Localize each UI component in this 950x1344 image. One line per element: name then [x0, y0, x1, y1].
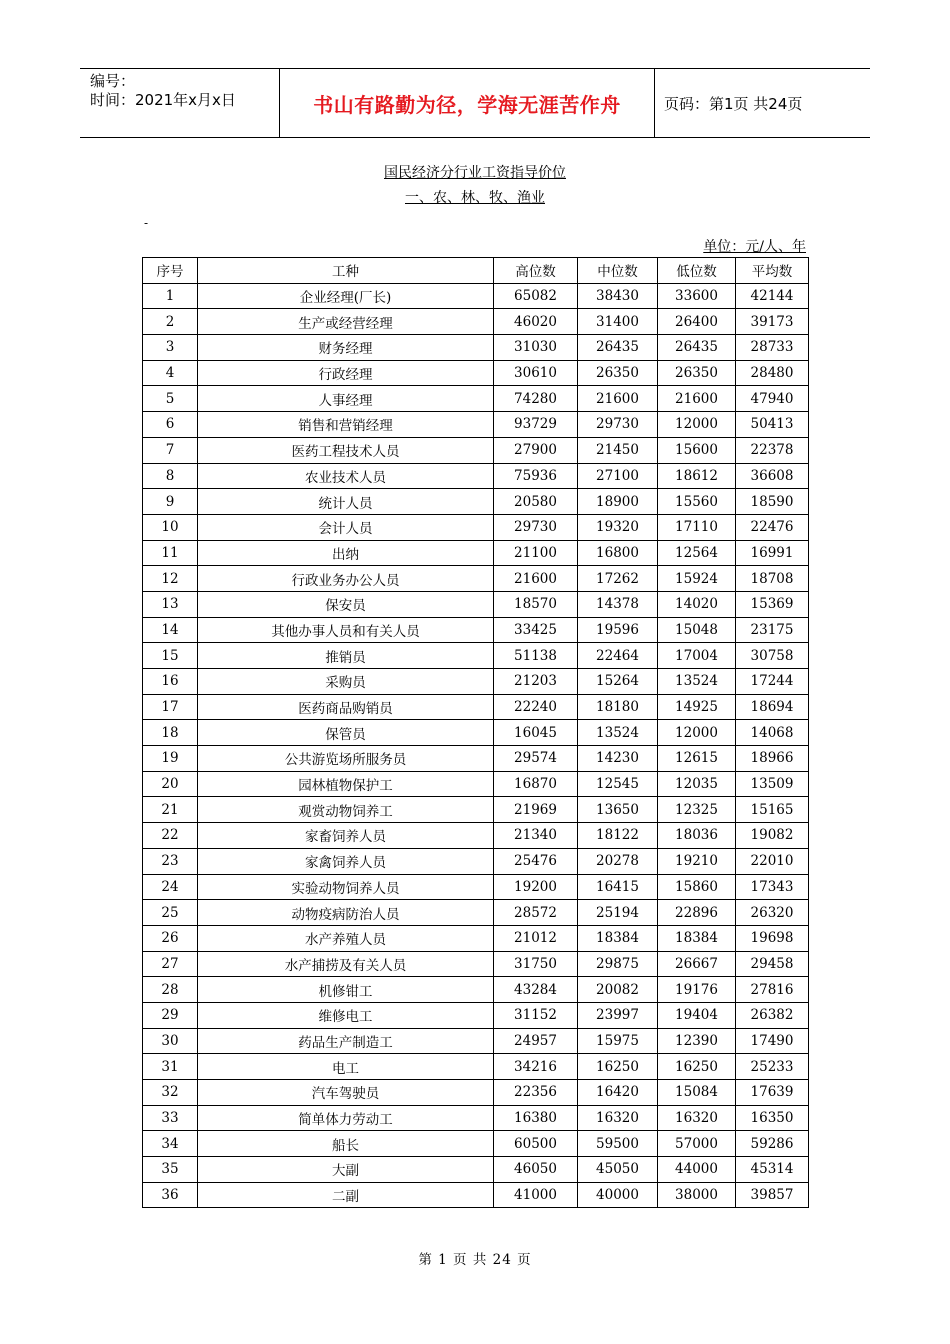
col-header-index: 序号	[143, 258, 198, 284]
cell-index: 11	[143, 540, 198, 566]
cell-average: 42144	[736, 283, 809, 309]
cell-job: 其他办事人员和有关人员	[198, 617, 494, 643]
cell-high: 21340	[494, 823, 578, 849]
cell-job: 二副	[198, 1182, 494, 1208]
cell-job: 医药工程技术人员	[198, 437, 494, 463]
cell-job: 采购员	[198, 669, 494, 695]
cell-average: 30758	[736, 643, 809, 669]
cell-index: 33	[143, 1105, 198, 1131]
col-header-job: 工种	[198, 258, 494, 284]
cell-median: 21450	[578, 437, 658, 463]
cell-median: 14230	[578, 746, 658, 772]
cell-index: 25	[143, 900, 198, 926]
cell-job: 实验动物饲养人员	[198, 874, 494, 900]
cell-job: 销售和营销经理	[198, 412, 494, 438]
cell-job: 保管员	[198, 720, 494, 746]
header-meta	[80, 69, 280, 137]
table-row	[143, 1157, 809, 1183]
unit-label: 单位：元/人、年	[703, 239, 806, 255]
cell-high: 21600	[494, 566, 578, 592]
cell-index: 32	[143, 1080, 198, 1106]
cell-high: 18570	[494, 591, 578, 617]
cell-low: 44000	[658, 1157, 736, 1183]
cell-average: 14068	[736, 720, 809, 746]
table-row	[143, 437, 809, 463]
cell-median: 59500	[578, 1131, 658, 1157]
cell-job: 医药商品购销员	[198, 694, 494, 720]
cell-median: 21600	[578, 386, 658, 412]
cell-median: 38430	[578, 283, 658, 309]
cell-index: 18	[143, 720, 198, 746]
table-row	[143, 489, 809, 515]
cell-median: 13650	[578, 797, 658, 823]
cell-index: 24	[143, 874, 198, 900]
cell-job: 人事经理	[198, 386, 494, 412]
cell-low: 33600	[658, 283, 736, 309]
cell-job: 简单体力劳动工	[198, 1105, 494, 1131]
cell-job: 财务经理	[198, 335, 494, 361]
cell-high: 31152	[494, 1002, 578, 1028]
table-row	[143, 925, 809, 951]
cell-job: 推销员	[198, 643, 494, 669]
cell-index: 36	[143, 1182, 198, 1208]
table-row	[143, 1182, 809, 1208]
cell-job: 统计人员	[198, 489, 494, 515]
cell-index: 7	[143, 437, 198, 463]
cell-high: 33425	[494, 617, 578, 643]
cell-average: 22010	[736, 848, 809, 874]
cell-high: 27900	[494, 437, 578, 463]
cell-average: 15369	[736, 591, 809, 617]
cell-index: 3	[143, 335, 198, 361]
cell-index: 30	[143, 1028, 198, 1054]
col-header-low: 低位数	[658, 258, 736, 284]
cell-low: 15048	[658, 617, 736, 643]
cell-index: 17	[143, 694, 198, 720]
cell-average: 17639	[736, 1080, 809, 1106]
cell-median: 16415	[578, 874, 658, 900]
cell-average: 18708	[736, 566, 809, 592]
cell-high: 74280	[494, 386, 578, 412]
cell-average: 29458	[736, 951, 809, 977]
cell-index: 21	[143, 797, 198, 823]
cell-median: 16800	[578, 540, 658, 566]
cell-job: 动物疫病防治人员	[198, 900, 494, 926]
cell-index: 20	[143, 771, 198, 797]
table-header-row	[143, 258, 809, 284]
cell-high: 16380	[494, 1105, 578, 1131]
cell-job: 家畜饲养人员	[198, 823, 494, 849]
cell-high: 31030	[494, 335, 578, 361]
cell-median: 15975	[578, 1028, 658, 1054]
cell-high: 29574	[494, 746, 578, 772]
table-row	[143, 1131, 809, 1157]
cell-median: 16320	[578, 1105, 658, 1131]
document-title: 国民经济分行业工资指导价位	[384, 165, 566, 181]
cell-index: 26	[143, 925, 198, 951]
table-body	[143, 283, 809, 1208]
cell-median: 18384	[578, 925, 658, 951]
cell-low: 12615	[658, 746, 736, 772]
document-subtitle: 一、农、林、牧、渔业	[405, 190, 545, 206]
cell-average: 26320	[736, 900, 809, 926]
cell-index: 27	[143, 951, 198, 977]
cell-job: 船长	[198, 1131, 494, 1157]
cell-average: 16991	[736, 540, 809, 566]
cell-high: 21100	[494, 540, 578, 566]
dash-mark: -	[144, 216, 149, 230]
table-row	[143, 669, 809, 695]
page-footer: 第 1 页 共 24 页	[418, 1252, 532, 1268]
cell-low: 16250	[658, 1054, 736, 1080]
time-label: 时间：2021年x月x日	[90, 91, 236, 109]
table-row	[143, 643, 809, 669]
table-row	[143, 386, 809, 412]
cell-high: 30610	[494, 360, 578, 386]
cell-average: 18966	[736, 746, 809, 772]
cell-average: 17244	[736, 669, 809, 695]
cell-low: 12000	[658, 720, 736, 746]
cell-median: 20278	[578, 848, 658, 874]
cell-median: 27100	[578, 463, 658, 489]
page-header	[80, 68, 870, 138]
cell-high: 93729	[494, 412, 578, 438]
cell-index: 6	[143, 412, 198, 438]
cell-median: 14378	[578, 591, 658, 617]
cell-average: 25233	[736, 1054, 809, 1080]
cell-index: 34	[143, 1131, 198, 1157]
cell-index: 19	[143, 746, 198, 772]
cell-index: 8	[143, 463, 198, 489]
cell-average: 28480	[736, 360, 809, 386]
cell-low: 17004	[658, 643, 736, 669]
cell-average: 27816	[736, 977, 809, 1003]
cell-index: 4	[143, 360, 198, 386]
cell-average: 22378	[736, 437, 809, 463]
cell-high: 75936	[494, 463, 578, 489]
cell-low: 19404	[658, 1002, 736, 1028]
cell-index: 35	[143, 1157, 198, 1183]
table-row	[143, 566, 809, 592]
cell-high: 34216	[494, 1054, 578, 1080]
cell-job: 保安员	[198, 591, 494, 617]
cell-median: 20082	[578, 977, 658, 1003]
table-row	[143, 1002, 809, 1028]
table-row	[143, 1105, 809, 1131]
cell-average: 15165	[736, 797, 809, 823]
cell-average: 13509	[736, 771, 809, 797]
cell-median: 19320	[578, 514, 658, 540]
table-row	[143, 797, 809, 823]
cell-average: 18694	[736, 694, 809, 720]
cell-low: 15560	[658, 489, 736, 515]
cell-high: 16870	[494, 771, 578, 797]
cell-median: 16420	[578, 1080, 658, 1106]
table-row	[143, 591, 809, 617]
cell-index: 29	[143, 1002, 198, 1028]
cell-high: 21012	[494, 925, 578, 951]
cell-index: 2	[143, 309, 198, 335]
cell-low: 12035	[658, 771, 736, 797]
code-label: 编号：	[90, 72, 136, 90]
cell-job: 电工	[198, 1054, 494, 1080]
cell-low: 18036	[658, 823, 736, 849]
cell-average: 45314	[736, 1157, 809, 1183]
cell-low: 38000	[658, 1182, 736, 1208]
cell-median: 22464	[578, 643, 658, 669]
table-row	[143, 746, 809, 772]
table-row	[143, 540, 809, 566]
table-row	[143, 617, 809, 643]
table-row	[143, 951, 809, 977]
cell-low: 12390	[658, 1028, 736, 1054]
cell-average: 17343	[736, 874, 809, 900]
cell-job: 维修电工	[198, 1002, 494, 1028]
cell-median: 45050	[578, 1157, 658, 1183]
cell-low: 57000	[658, 1131, 736, 1157]
cell-index: 16	[143, 669, 198, 695]
table-row	[143, 309, 809, 335]
cell-low: 12564	[658, 540, 736, 566]
cell-high: 22240	[494, 694, 578, 720]
cell-high: 41000	[494, 1182, 578, 1208]
cell-low: 15084	[658, 1080, 736, 1106]
cell-job: 生产或经营经理	[198, 309, 494, 335]
cell-high: 22356	[494, 1080, 578, 1106]
cell-average: 18590	[736, 489, 809, 515]
cell-index: 5	[143, 386, 198, 412]
cell-median: 18122	[578, 823, 658, 849]
cell-median: 25194	[578, 900, 658, 926]
cell-low: 15860	[658, 874, 736, 900]
cell-high: 65082	[494, 283, 578, 309]
cell-job: 家禽饲养人员	[198, 848, 494, 874]
cell-high: 24957	[494, 1028, 578, 1054]
cell-high: 29730	[494, 514, 578, 540]
col-header-high: 高位数	[494, 258, 578, 284]
cell-index: 14	[143, 617, 198, 643]
cell-median: 18180	[578, 694, 658, 720]
cell-job: 会计人员	[198, 514, 494, 540]
cell-median: 19596	[578, 617, 658, 643]
header-page-info: 页码：第1页 共24页	[664, 94, 803, 113]
cell-low: 14925	[658, 694, 736, 720]
cell-index: 28	[143, 977, 198, 1003]
table-row	[143, 1054, 809, 1080]
table-row	[143, 848, 809, 874]
table-row	[143, 900, 809, 926]
cell-job: 行政经理	[198, 360, 494, 386]
cell-average: 26382	[736, 1002, 809, 1028]
cell-median: 15264	[578, 669, 658, 695]
table-row	[143, 360, 809, 386]
cell-high: 46050	[494, 1157, 578, 1183]
cell-median: 26350	[578, 360, 658, 386]
cell-index: 10	[143, 514, 198, 540]
cell-low: 15924	[658, 566, 736, 592]
cell-median: 29875	[578, 951, 658, 977]
cell-average: 47940	[736, 386, 809, 412]
cell-high: 20580	[494, 489, 578, 515]
cell-job: 观赏动物饲养工	[198, 797, 494, 823]
table-row	[143, 694, 809, 720]
cell-low: 14020	[658, 591, 736, 617]
cell-average: 16350	[736, 1105, 809, 1131]
cell-average: 59286	[736, 1131, 809, 1157]
cell-job: 园林植物保护工	[198, 771, 494, 797]
table-row	[143, 412, 809, 438]
cell-job: 企业经理(厂长)	[198, 283, 494, 309]
cell-high: 31750	[494, 951, 578, 977]
cell-job: 行政业务办公人员	[198, 566, 494, 592]
cell-job: 大副	[198, 1157, 494, 1183]
cell-job: 农业技术人员	[198, 463, 494, 489]
cell-low: 18384	[658, 925, 736, 951]
cell-high: 46020	[494, 309, 578, 335]
cell-average: 28733	[736, 335, 809, 361]
cell-job: 汽车驾驶员	[198, 1080, 494, 1106]
cell-job: 水产捕捞及有关人员	[198, 951, 494, 977]
cell-high: 21203	[494, 669, 578, 695]
cell-index: 9	[143, 489, 198, 515]
cell-low: 26667	[658, 951, 736, 977]
cell-high: 28572	[494, 900, 578, 926]
cell-high: 16045	[494, 720, 578, 746]
cell-average: 36608	[736, 463, 809, 489]
cell-low: 15600	[658, 437, 736, 463]
cell-median: 40000	[578, 1182, 658, 1208]
cell-index: 22	[143, 823, 198, 849]
cell-median: 16250	[578, 1054, 658, 1080]
table-row	[143, 1028, 809, 1054]
cell-low: 18612	[658, 463, 736, 489]
cell-low: 19176	[658, 977, 736, 1003]
cell-low: 16320	[658, 1105, 736, 1131]
cell-high: 19200	[494, 874, 578, 900]
cell-average: 22476	[736, 514, 809, 540]
wage-table	[142, 257, 809, 1208]
table-row	[143, 283, 809, 309]
cell-low: 12325	[658, 797, 736, 823]
cell-median: 12545	[578, 771, 658, 797]
cell-low: 22896	[658, 900, 736, 926]
cell-median: 17262	[578, 566, 658, 592]
cell-median: 18900	[578, 489, 658, 515]
cell-average: 17490	[736, 1028, 809, 1054]
col-header-average: 平均数	[736, 258, 809, 284]
cell-low: 21600	[658, 386, 736, 412]
table-row	[143, 823, 809, 849]
table-row	[143, 335, 809, 361]
cell-average: 50413	[736, 412, 809, 438]
cell-average: 39857	[736, 1182, 809, 1208]
table-row	[143, 977, 809, 1003]
cell-low: 26400	[658, 309, 736, 335]
cell-median: 23997	[578, 1002, 658, 1028]
cell-average: 19082	[736, 823, 809, 849]
cell-high: 25476	[494, 848, 578, 874]
cell-low: 12000	[658, 412, 736, 438]
cell-index: 23	[143, 848, 198, 874]
table-row	[143, 771, 809, 797]
cell-average: 19698	[736, 925, 809, 951]
cell-index: 1	[143, 283, 198, 309]
header-motto: 书山有路勤为径，学海无涯苦作舟	[280, 69, 655, 137]
cell-median: 29730	[578, 412, 658, 438]
cell-low: 26435	[658, 335, 736, 361]
cell-index: 15	[143, 643, 198, 669]
table-row	[143, 720, 809, 746]
cell-index: 13	[143, 591, 198, 617]
cell-high: 43284	[494, 977, 578, 1003]
cell-average: 39173	[736, 309, 809, 335]
cell-index: 31	[143, 1054, 198, 1080]
cell-high: 51138	[494, 643, 578, 669]
cell-low: 19210	[658, 848, 736, 874]
table-row	[143, 514, 809, 540]
cell-job: 机修钳工	[198, 977, 494, 1003]
cell-high: 60500	[494, 1131, 578, 1157]
cell-median: 13524	[578, 720, 658, 746]
cell-job: 公共游览场所服务员	[198, 746, 494, 772]
table-row	[143, 874, 809, 900]
cell-low: 17110	[658, 514, 736, 540]
cell-job: 出纳	[198, 540, 494, 566]
cell-average: 23175	[736, 617, 809, 643]
col-header-median: 中位数	[578, 258, 658, 284]
cell-median: 26435	[578, 335, 658, 361]
cell-index: 12	[143, 566, 198, 592]
cell-high: 21969	[494, 797, 578, 823]
cell-low: 26350	[658, 360, 736, 386]
cell-low: 13524	[658, 669, 736, 695]
table-row	[143, 1080, 809, 1106]
cell-median: 31400	[578, 309, 658, 335]
cell-job: 药品生产制造工	[198, 1028, 494, 1054]
cell-job: 水产养殖人员	[198, 925, 494, 951]
table-row	[143, 463, 809, 489]
